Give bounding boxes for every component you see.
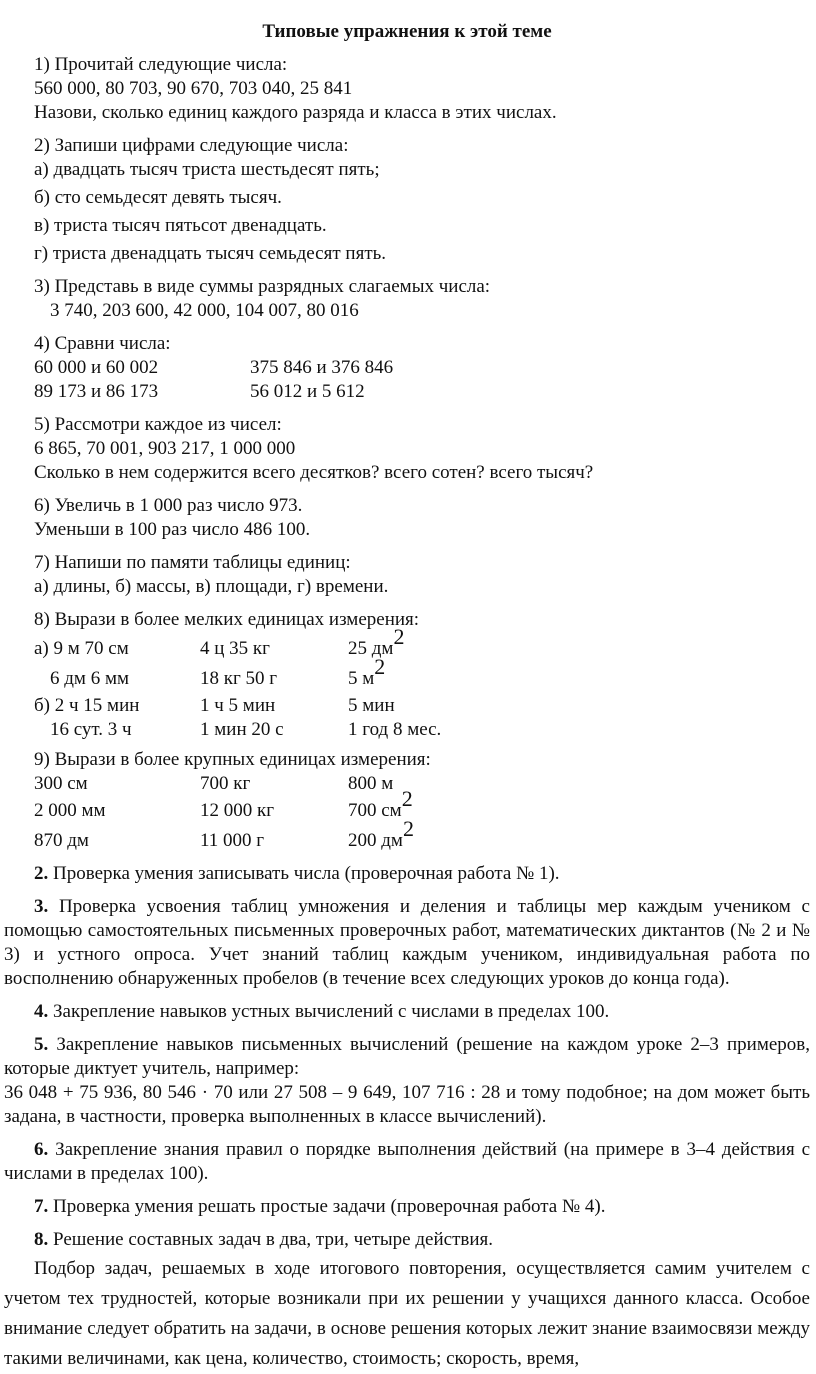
exercise-1 — [34, 53, 810, 125]
exercise-6-line-1: 6) Увеличь в 1 000 раз число 973. — [34, 495, 303, 516]
exercise-9-head: 9) Вырази в более крупных единицах измерения: — [34, 749, 431, 770]
exercise-7-head: 7) Напиши по памяти таблицы единиц: — [34, 552, 351, 573]
exercise-8-grid-a — [34, 623, 810, 694]
exercise-9 — [34, 748, 810, 856]
unit-cell: 200 $дм^2$ — [348, 815, 414, 851]
paragraph-5: 5. Закрепление навыков письменных вычислений (решение на каждом уроке 2–3 примеров, которые диктует учитель, например: — [4, 1034, 810, 1079]
paragraph-5-cont: 36 048 + 75 936, 80 546 · 70 или 27 508 – 9 649, 107 716 : 28 и тому подобное; на дом может быть задана, в частности, проверка выполненных в классе вычислений). — [4, 1082, 810, 1127]
unit-cell: 1 мин 20 с — [200, 719, 284, 740]
unit-cell: 5 $м^2$ — [348, 653, 386, 689]
unit-cell: 16 сут. 3 ч — [50, 719, 132, 740]
paragraph-6: 6. Закрепление знания правил о порядке выполнения действий (на примере в 3–4 действия с числами в пределах 100). — [4, 1139, 810, 1184]
compare-pair: 89 173 и 86 173 — [34, 381, 159, 402]
superscript: 2 — [374, 653, 386, 679]
superscript: 2 — [402, 815, 414, 841]
paragraph-number: 4. — [34, 1001, 49, 1022]
exercise-8 — [34, 608, 810, 742]
superscript: 2 — [401, 785, 413, 811]
exercise-1-numbers: 560 000, 80 703, 90 670, 703 040, 25 841 — [34, 78, 353, 99]
unit-cell: 1 ч 5 мин — [200, 695, 276, 716]
paragraph-number: 6. — [34, 1139, 49, 1160]
unit-cell: 5 мин — [348, 695, 395, 716]
exercise-9-grid — [34, 772, 810, 856]
exercise-5-numbers: 6 865, 70 001, 903 217, 1 000 000 — [34, 438, 296, 459]
exercise-2 — [34, 134, 810, 266]
paragraph-number: 5. — [34, 1034, 49, 1055]
page-title: Типовые упражнения к этой теме — [262, 21, 552, 42]
unit-cell: 700 $см^2$ — [348, 785, 413, 821]
unit-cell: 11 000 г — [200, 830, 265, 851]
exercise-4 — [34, 332, 810, 404]
paragraph-number: 8. — [34, 1229, 49, 1250]
exercise-8-grid-b — [34, 694, 810, 742]
unit-cell: 800 м — [348, 773, 394, 794]
unit-cell: а) 9 м 70 см — [34, 638, 129, 659]
exercise-3-numbers: 3 740, 203 600, 42 000, 104 007, 80 016 — [50, 300, 359, 321]
unit-cell: 25 $дм^2$ — [348, 623, 405, 659]
exercise-2-item-v: в) триста тысяч пятьсот двенадцать. — [34, 215, 327, 236]
exercise-1-task: Назови, сколько единиц каждого разряда и класса в этих числах. — [34, 102, 557, 123]
exercise-7 — [34, 551, 810, 599]
unit-cell: 300 см — [34, 773, 88, 794]
paragraph-3: 3. Проверка усвоения таблиц умножения и деления и таблицы мер каждым учеником с помощью самостоятельных письменных проверочных работ, математических диктантов (№ 2 и № 3) и устного опроса. Учет знаний таблиц каждым учеником, индивидуальная работа по восполнению обнаруженных пробелов (в течение всех следующих уроков до конца года). — [4, 896, 810, 989]
exercise-2-item-b: б) сто семьдесят девять тысяч. — [34, 187, 282, 208]
exercise-4-head: 4) Сравни числа: — [34, 333, 171, 354]
paragraph-8: 8. Решение составных задач в два, три, четыре действия. — [34, 1229, 493, 1250]
exercise-1-head: 1) Прочитай следующие числа: — [34, 54, 288, 75]
exercise-4-grid — [34, 356, 810, 404]
unit-cell: 2 000 мм — [34, 800, 106, 821]
exercise-8-head: 8) Вырази в более мелких единицах измерения: — [34, 609, 420, 630]
unit-cell: 6 дм 6 мм — [50, 668, 129, 689]
unit-cell: 12 000 кг — [200, 800, 275, 821]
compare-pair: 56 012 и 5 612 — [250, 381, 365, 402]
unit-cell: 700 кг — [200, 773, 251, 794]
exercise-3-head: 3) Представь в виде суммы разрядных слагаемых числа: — [34, 276, 491, 297]
exercise-3 — [34, 275, 810, 323]
paragraph-2: 2. Проверка умения записывать числа (проверочная работа № 1). — [34, 863, 560, 884]
paragraph-9: Подбор задач, решаемых в ходе итогового повторения, осуществляется самим учителем с учетом тех трудностей, которые возникали при их решении у учащихся данного класса. Особое внимание следует обратить на задачи, в основе решения которых лежит знание взаимосвязи между такими величинами, как цена, количество, стоимость; скорость, время, — [4, 1258, 810, 1369]
exercise-5 — [34, 413, 810, 485]
exercise-6-line-2: Уменьши в 100 раз число 486 100. — [34, 519, 311, 540]
unit-cell: 870 дм — [34, 830, 89, 851]
exercise-5-task: Сколько в нем содержится всего десятков? всего сотен? всего тысяч? — [34, 462, 594, 483]
paragraph-number: 3. — [34, 896, 49, 917]
unit-cell: 4 ц 35 кг — [200, 638, 270, 659]
paragraph-number: 2. — [34, 863, 49, 884]
exercise-2-head: 2) Запиши цифрами следующие числа: — [34, 135, 349, 156]
paragraph-4: 4. Закрепление навыков устных вычислений с числами в пределах 100. — [34, 1001, 610, 1022]
exercise-7-items: а) длины, б) массы, в) площади, г) времени. — [34, 576, 389, 597]
exercise-2-item-g: г) триста двенадцать тысяч семьдесят пять. — [34, 243, 387, 264]
unit-cell: 1 год 8 мес. — [348, 719, 442, 740]
unit-cell: б) 2 ч 15 мин — [34, 695, 140, 716]
superscript: 2 — [393, 623, 405, 649]
exercise-6 — [34, 494, 810, 542]
exercise-2-item-a: а) двадцать тысяч триста шестьдесят пять; — [34, 159, 380, 180]
paragraph-number: 7. — [34, 1196, 49, 1217]
paragraph-7: 7. Проверка умения решать простые задачи (проверочная работа № 4). — [34, 1196, 606, 1217]
compare-pair: 375 846 и 376 846 — [250, 357, 394, 378]
unit-cell: 18 кг 50 г — [200, 668, 278, 689]
compare-pair: 60 000 и 60 002 — [34, 357, 159, 378]
exercise-5-head: 5) Рассмотри каждое из чисел: — [34, 414, 282, 435]
